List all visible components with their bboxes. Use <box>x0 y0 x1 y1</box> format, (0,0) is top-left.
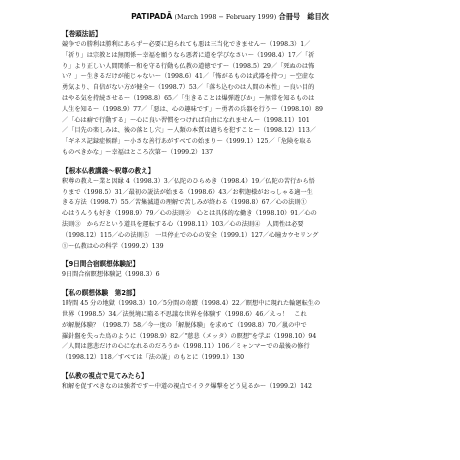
toc-entry-line: 「祈り」は宗教とは無関係～幸福を願うなら悪者に道を学びなさい～（1998.4）17／「祈 <box>62 51 315 59</box>
toc-sections <box>62 30 398 393</box>
section-heading: 【巻頭法話】 <box>62 30 102 38</box>
toc-section <box>62 260 398 281</box>
page-subtitle: 合冊号 総目次 <box>278 12 329 21</box>
toc-entry-line: 1時間 45 分の地獄（1998.3）10／5分間の奇蹟（1998.4）22／瞑想中に現れた輪廻転生の <box>62 300 321 308</box>
section-heading: 【9日間合宿瞑想体験記】 <box>62 260 140 269</box>
toc-section <box>62 167 398 253</box>
toc-entry-line: ものべきかな」～幸福はところ次第～（1999.2）137 <box>62 148 214 156</box>
toc-entry-line: きる方法（1998.7）55／苦集滅道の理解で苦しみが終わる（1998.8）67／心の法則① <box>62 199 307 207</box>
section-body <box>62 177 398 253</box>
toc-entry-line: ／人間は慈悲だけの心になれるのだろうか（1998.11）106／ミャンマーでの最後の修行 <box>62 343 310 351</box>
toc-section <box>62 372 398 393</box>
toc-entry-line: 9日間合宿瞑想体験記（1998.3）6 <box>62 271 160 279</box>
toc-entry-line: 和解を促すべきなのは強者です～中道の視点でイラク爆撃をどう見るか～（1999.2）142 <box>62 382 312 390</box>
toc-entry-line: 釈尊の教え～業と因縁 4（1998.3）3／仏陀のひらめき（1998.4）19／仏陀の苦行から悟 <box>62 177 315 185</box>
toc-entry-line: （1998.12）118／すべては「法の説」のもとに（1999.1）130 <box>62 354 245 362</box>
section-body <box>62 299 398 364</box>
toc-entry-line: り」より正しい人間関係～和を守る行動も仏教の道徳です～（1998.5）29／「死ぬのは怖 <box>62 62 315 70</box>
toc-entry-line: 競争での勝利は勝利にあらず～必要に迫られても悪は三当化できません～（1998.3）1／ <box>62 41 311 48</box>
toc-entry-line: りまで（1998.5）31／最初の説法が始まる（1998.6）43／お釈迦様がおっしゃる適一生 <box>62 188 313 196</box>
toc-entry-line: 羅針盤を失った鳥のように（1998.9）82／"慈悲（メッタ）の瞑想"を学ぶ（1998.10）94 <box>62 332 317 340</box>
toc-entry-line: （1998.12）115／心の法則⑤ 一旦停止での心の安全（1999.1）127／心瞳カウセリング <box>62 231 319 239</box>
table-of-contents-page <box>62 12 398 401</box>
section-heading: 【根本仏教講義～釈尊の教え】 <box>62 166 155 175</box>
section-body <box>62 270 398 281</box>
section-body <box>62 382 398 393</box>
toc-entry-line: 心はうんうも好き（1998.9）79／心の法則② 心とは具体的な働き（1998.10）91／心の <box>62 210 317 218</box>
journal-name: PATIPADĀ <box>131 12 173 21</box>
toc-entry-line: い？」～生きるだけが能じゃない～（1998.6）41／「怖がるものは武器を持つ」～空虚な <box>62 73 315 81</box>
section-heading: 【仏教の視点で見てみたら】 <box>62 371 148 380</box>
toc-section <box>62 30 398 159</box>
toc-entry-line: ／「心は癖で行動する」～心に良い習慣をつければ自由になれません～（1998.11）101 <box>62 116 310 124</box>
section-heading: 【私の瞑想体験 第2部】 <box>62 289 140 298</box>
toc-entry-line: ①～仏教は心の科学（1999.2）139 <box>62 242 164 250</box>
toc-section <box>62 289 398 364</box>
toc-entry-line: はやる気を持続させる～（1998.8）65／「生きることは爆弾遊びか」～無常を知るものは <box>62 94 315 102</box>
toc-entry-line: 勇気より、自信がない方が健全～（1998.7）53／「落ち込むのは人間の本性」～良い目的 <box>62 84 315 92</box>
section-body <box>62 40 398 159</box>
toc-entry-line: 法則③ からだという道具を運転する心（1998.11）103／心の法則④ 人間性は必要 <box>62 220 304 228</box>
page-title <box>62 12 398 22</box>
toc-entry-line: ／「目先の楽しみは、後の落とし穴」～人類の本質は過ちを犯すこと～（1998.12）113／ <box>62 127 316 135</box>
toc-entry-line: 世界（1998.5）34／法悦境に陥る不思議な世界を体験す（1998.6）46／えっ！ これ <box>62 310 307 318</box>
date-range: (March 1998 − February 1999) <box>174 13 277 21</box>
toc-entry-line: が解脱体験？（1998.7）58／今一度の「解脱体験」を求めて（1998.8）70／嵐の中で <box>62 321 307 329</box>
toc-entry-line: 人生を知る～（1998.9）77／「悪は、心の趣味です」～勇者の兵器を行う～（1998.10）89 <box>62 105 323 113</box>
toc-entry-line: 「ギネス記録症候群」～小さな善行あがすべての始まり～（1999.1）125／「危険を取る <box>62 138 312 146</box>
